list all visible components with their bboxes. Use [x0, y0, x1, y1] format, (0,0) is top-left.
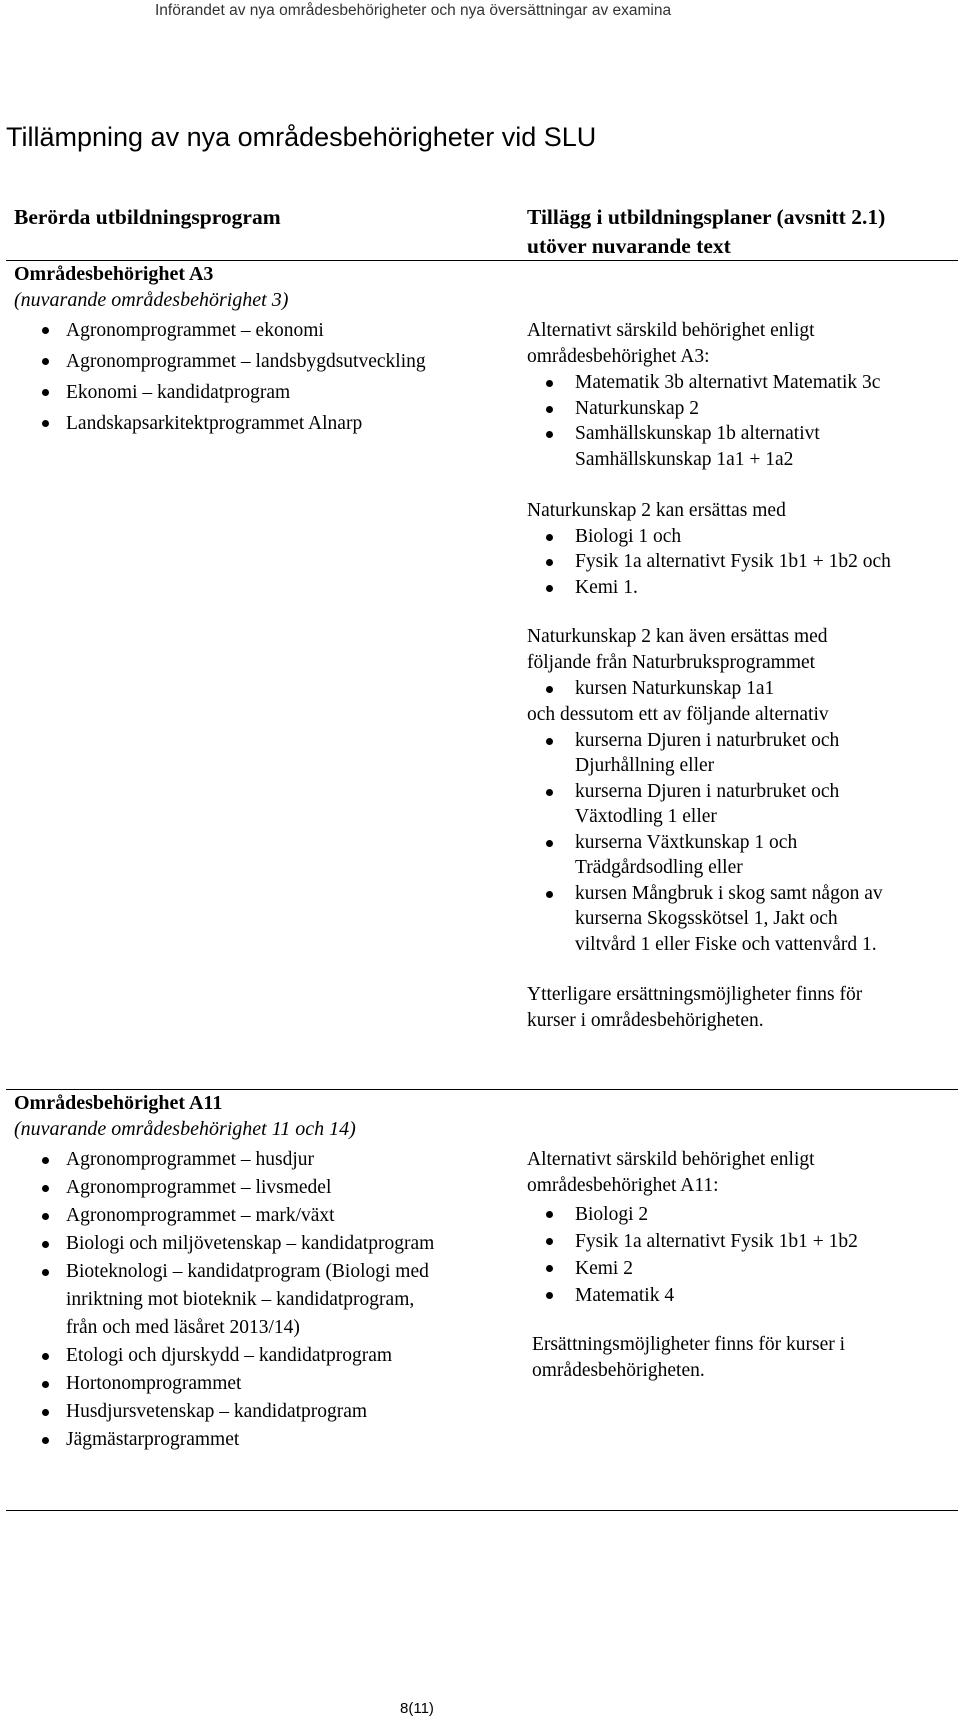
a3-replace-list	[527, 524, 957, 601]
a3-subtitle: (nuvarande områdesbehörighet 3)	[14, 289, 289, 311]
list-item	[527, 881, 957, 958]
a11-requirements-cell	[527, 1147, 957, 1384]
list-item: Agronomprogrammet – mark/växt	[14, 1202, 519, 1230]
list-item: Etologi och djurskydd – kandidatprogram	[14, 1342, 519, 1370]
column-header-additions-line2: utöver nuvarande text	[527, 234, 731, 258]
list-item	[527, 830, 957, 881]
a3-requirement-list	[527, 370, 957, 447]
a3-alt-options-list	[527, 728, 957, 958]
option-line: kurserna Djuren i naturbruket och	[575, 780, 840, 802]
a11-more-line1: Ersättningsmöjligheter finns för kurser i	[532, 1334, 846, 1355]
program-line: inriktning mot bioteknik – kandidatprogram,	[66, 1289, 415, 1310]
a3-alt-course-list	[527, 676, 957, 702]
a3-requirements-cell	[527, 318, 957, 1034]
list-item: Kemi 2	[527, 1255, 957, 1282]
list-item: Husdjursvetenskap – kandidatprogram	[14, 1398, 519, 1426]
a11-requirement-list	[527, 1201, 957, 1309]
program-line: Bioteknologi – kandidatprogram (Biologi med	[66, 1261, 429, 1282]
list-item: Biologi 2	[527, 1201, 957, 1228]
a11-intro-line1: Alternativt särskild behörighet enligt	[527, 1149, 815, 1170]
a3-programs-cell	[14, 261, 514, 439]
option-line: kurserna Skogsskötsel 1, Jakt och	[575, 908, 838, 929]
list-item: Matematik 3b alternativt Matematik 3c	[527, 370, 957, 396]
running-header: Införandet av nya områdesbehörigheter och nya översättningar av examina	[155, 2, 672, 19]
a11-intro-line2: områdesbehörighet A11:	[527, 1175, 719, 1196]
a3-alt-intro-line1: Naturkunskap 2 kan även ersättas med	[527, 626, 828, 647]
a3-title: Områdesbehörighet A3	[14, 263, 214, 285]
list-item: Samhällskunskap 1b alternativt	[527, 421, 957, 447]
a3-replace-intro: Naturkunskap 2 kan ersättas med	[527, 499, 786, 521]
list-item: Agronomprogrammet – landsbygdsutveckling	[14, 346, 514, 377]
a3-alt-and: och dessutom ett av följande alternativ	[527, 703, 829, 725]
a3-more-line2: kurser i områdesbehörigheten.	[527, 1010, 764, 1031]
a3-more-line1: Ytterligare ersättningsmöjligheter finns för	[527, 984, 863, 1005]
a3-intro-line2: områdesbehörighet A3:	[527, 346, 710, 367]
list-item	[14, 1258, 519, 1342]
list-item: Agronomprogrammet – livsmedel	[14, 1174, 519, 1202]
column-header-programs: Berörda utbildningsprogram	[14, 205, 281, 229]
option-line: Trädgårdsodling eller	[575, 857, 743, 878]
a11-program-list	[14, 1146, 519, 1454]
column-header-additions-line1: Tillägg i utbildningsplaner (avsnitt 2.1)	[527, 205, 886, 229]
list-item: Matematik 4	[527, 1282, 957, 1309]
option-line: kurserna Växtkunskap 1 och	[575, 831, 798, 853]
list-item: Fysik 1a alternativt Fysik 1b1 + 1b2 och	[527, 549, 957, 575]
list-item: Landskapsarkitektprogrammet Alnarp	[14, 408, 514, 439]
list-item	[527, 779, 957, 830]
list-item: Agronomprogrammet – ekonomi	[14, 315, 514, 346]
list-item: Biologi 1 och	[527, 524, 957, 550]
a11-title: Områdesbehörighet A11	[14, 1092, 223, 1114]
list-item: Hortonomprogrammet	[14, 1370, 519, 1398]
section-title: Tillämpning av nya områdesbehörigheter vid SLU	[6, 122, 597, 152]
list-item: Ekonomi – kandidatprogram	[14, 377, 514, 408]
a11-subtitle: (nuvarande områdesbehörighet 11 och 14)	[14, 1118, 356, 1140]
list-item	[527, 728, 957, 779]
a3-alt-intro-line2: följande från Naturbruksprogrammet	[527, 652, 816, 673]
list-item: Jägmästarprogrammet	[14, 1426, 519, 1454]
a11-programs-cell	[14, 1090, 519, 1454]
option-line: kursen Mångbruk i skog samt någon av	[575, 882, 883, 904]
option-line: viltvård 1 eller Fiske och vattenvård 1.	[575, 933, 877, 955]
option-line: Växtodling 1 eller	[575, 806, 717, 827]
a3-requirement-continuation: Samhällskunskap 1a1 + 1a2	[575, 448, 794, 470]
list-item: Kemi 1.	[527, 575, 957, 601]
list-item: Naturkunskap 2	[527, 396, 957, 422]
a3-program-list	[14, 315, 514, 439]
column-header-additions	[527, 203, 885, 261]
program-line: från och med läsåret 2013/14)	[66, 1317, 300, 1338]
list-item: Agronomprogrammet – husdjur	[14, 1146, 519, 1174]
option-line: Djurhållning eller	[575, 755, 715, 776]
a3-intro-line1: Alternativt särskild behörighet enligt	[527, 320, 815, 341]
list-item: Fysik 1a alternativt Fysik 1b1 + 1b2	[527, 1228, 957, 1255]
a11-more-line2: områdesbehörigheten.	[532, 1360, 705, 1381]
page-number: 8(11)	[400, 1700, 434, 1717]
table-rule-bottom	[6, 1510, 958, 1511]
list-item: Biologi och miljövetenskap – kandidatprogram	[14, 1230, 519, 1258]
list-item: kursen Naturkunskap 1a1	[527, 676, 957, 702]
option-line: kurserna Djuren i naturbruket och	[575, 729, 840, 751]
